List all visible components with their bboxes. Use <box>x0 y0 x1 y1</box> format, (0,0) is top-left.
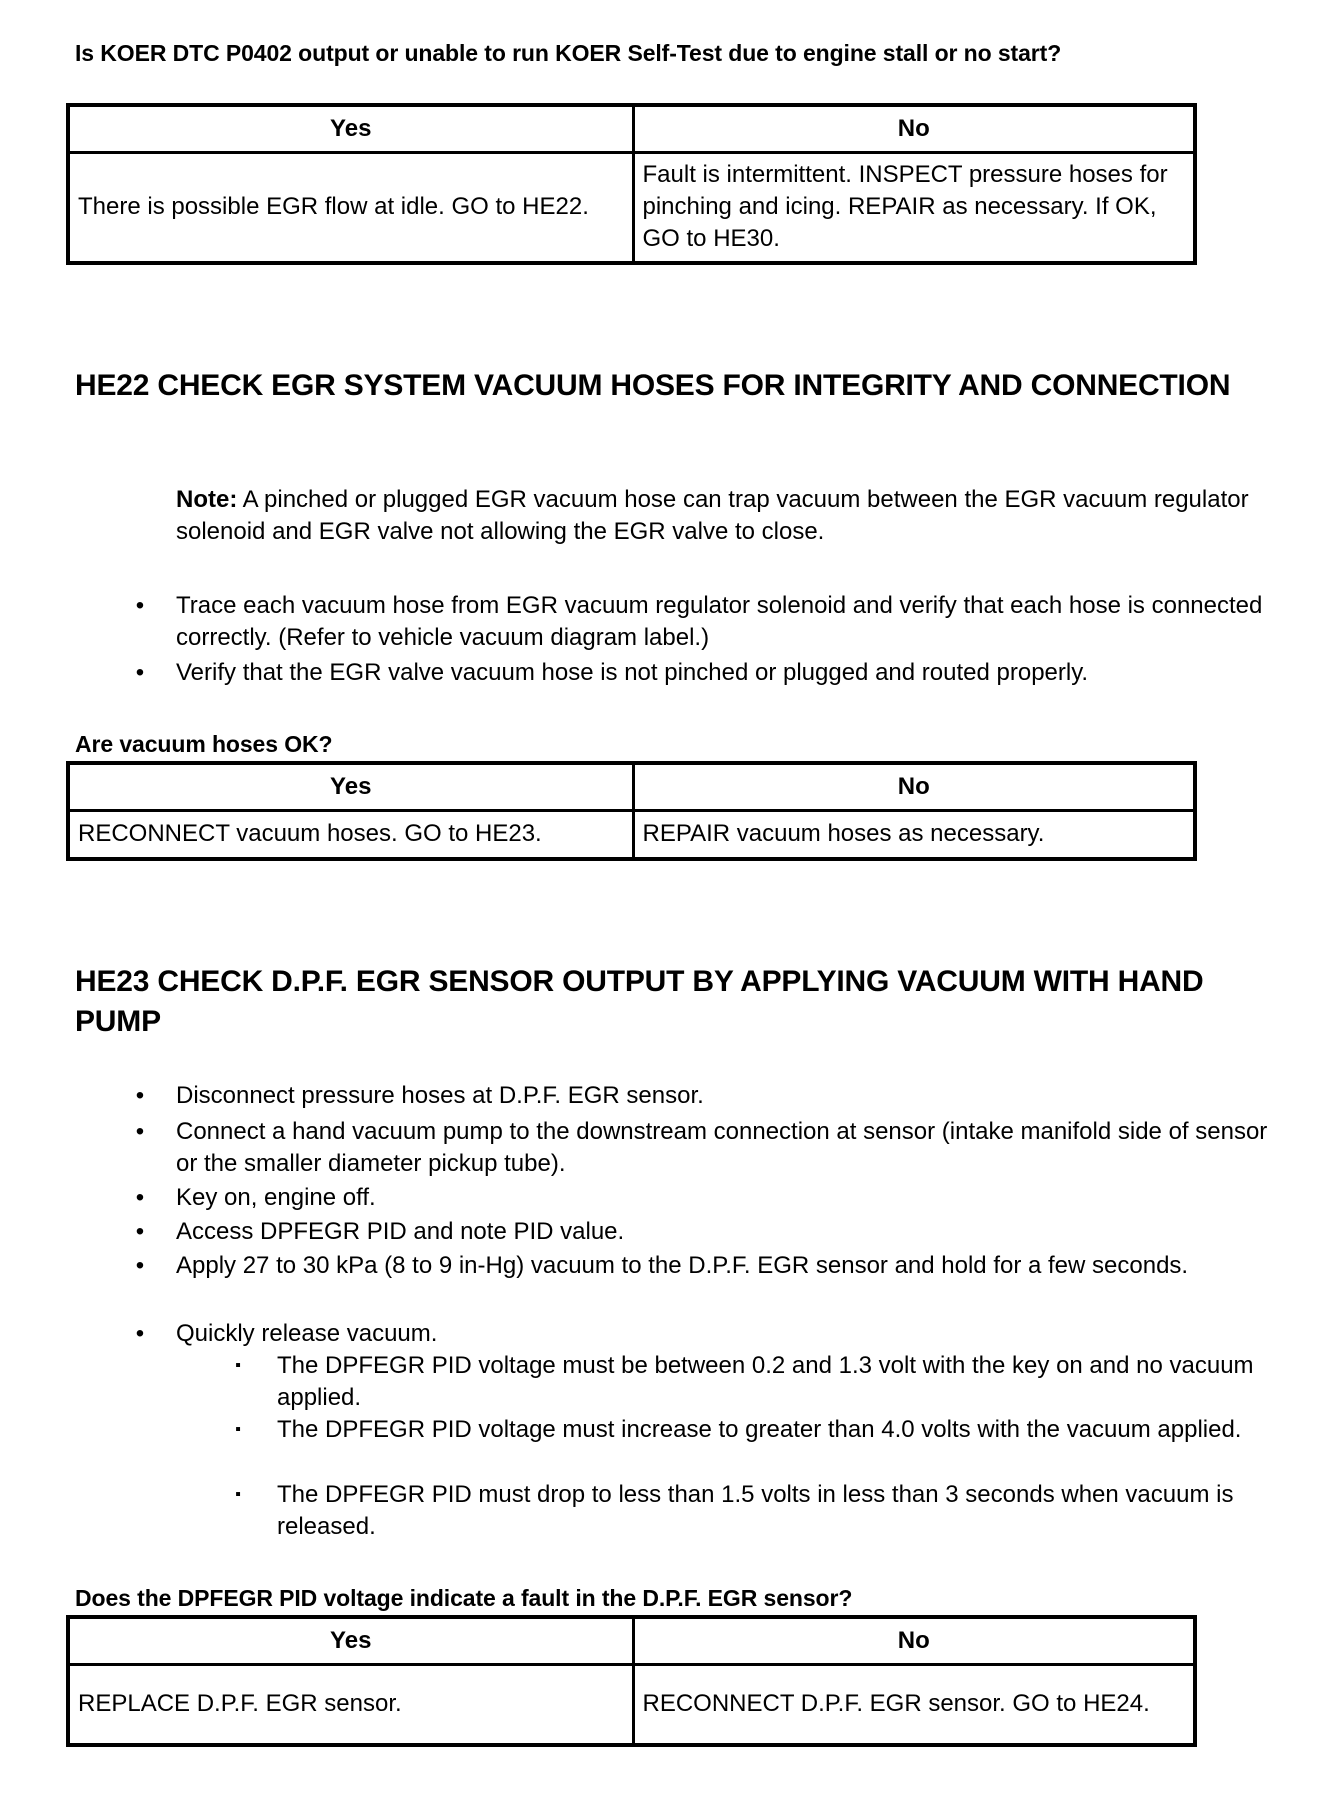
cell-yes: RECONNECT vacuum hoses. GO to HE23. <box>68 811 633 859</box>
cell-no: Fault is intermittent. INSPECT pressure hoses for pinching and icing. REPAIR as necessary. If OK, GO to HE30. <box>633 153 1195 263</box>
bullet-icon: • <box>135 1252 145 1279</box>
bullet-icon: • <box>135 1184 145 1211</box>
section-heading-he23: HE23 CHECK D.P.F. EGR SENSOR OUTPUT BY APPLYING VACUUM WITH HAND PUMP <box>75 965 1204 1038</box>
cell-no: REPAIR vacuum hoses as necessary. <box>633 811 1195 859</box>
section-heading-he22: HE22 CHECK EGR SYSTEM VACUUM HOSES FOR INTEGRITY AND CONNECTION <box>75 369 1231 402</box>
cell-yes: REPLACE D.P.F. EGR sensor. <box>68 1665 633 1745</box>
decision-table-dpfegr <box>66 1615 1197 1747</box>
decision-table-koer <box>66 103 1197 265</box>
bullet-icon: • <box>135 1082 145 1109</box>
bullet-icon: • <box>135 659 145 686</box>
decision-table-vacuum-hoses <box>66 761 1197 861</box>
square-bullet-icon: ▪ <box>235 1421 241 1438</box>
square-bullet-icon: ▪ <box>235 1357 241 1374</box>
note-label: Note: <box>176 486 238 513</box>
cell-no: RECONNECT D.P.F. EGR sensor. GO to HE24. <box>633 1665 1195 1745</box>
question-vacuum-hoses: Are vacuum hoses OK? <box>75 731 333 757</box>
note-text: A pinched or plugged EGR vacuum hose can trap vacuum between the EGR vacuum regulator solenoid and EGR valve not allowing the EGR valve to close. <box>176 486 1249 545</box>
bullet-icon: • <box>135 592 145 619</box>
square-bullet-icon: ▪ <box>235 1486 241 1503</box>
note-he22 <box>176 484 1256 548</box>
header-no: No <box>633 763 1195 811</box>
header-no: No <box>633 1617 1195 1665</box>
header-yes: Yes <box>68 1617 633 1665</box>
cell-yes: There is possible EGR flow at idle. GO to HE22. <box>68 153 633 263</box>
bullet-icon: • <box>135 1320 145 1347</box>
header-yes: Yes <box>68 105 633 153</box>
question-dpfegr-fault: Does the DPFEGR PID voltage indicate a fault in the D.P.F. EGR sensor? <box>75 1585 853 1611</box>
bullet-icon: • <box>135 1118 145 1145</box>
header-no: No <box>633 105 1195 153</box>
question-koer-dtc: Is KOER DTC P0402 output or unable to run KOER Self-Test due to engine stall or no start? <box>75 40 1062 66</box>
bullet-icon: • <box>135 1218 145 1245</box>
header-yes: Yes <box>68 763 633 811</box>
